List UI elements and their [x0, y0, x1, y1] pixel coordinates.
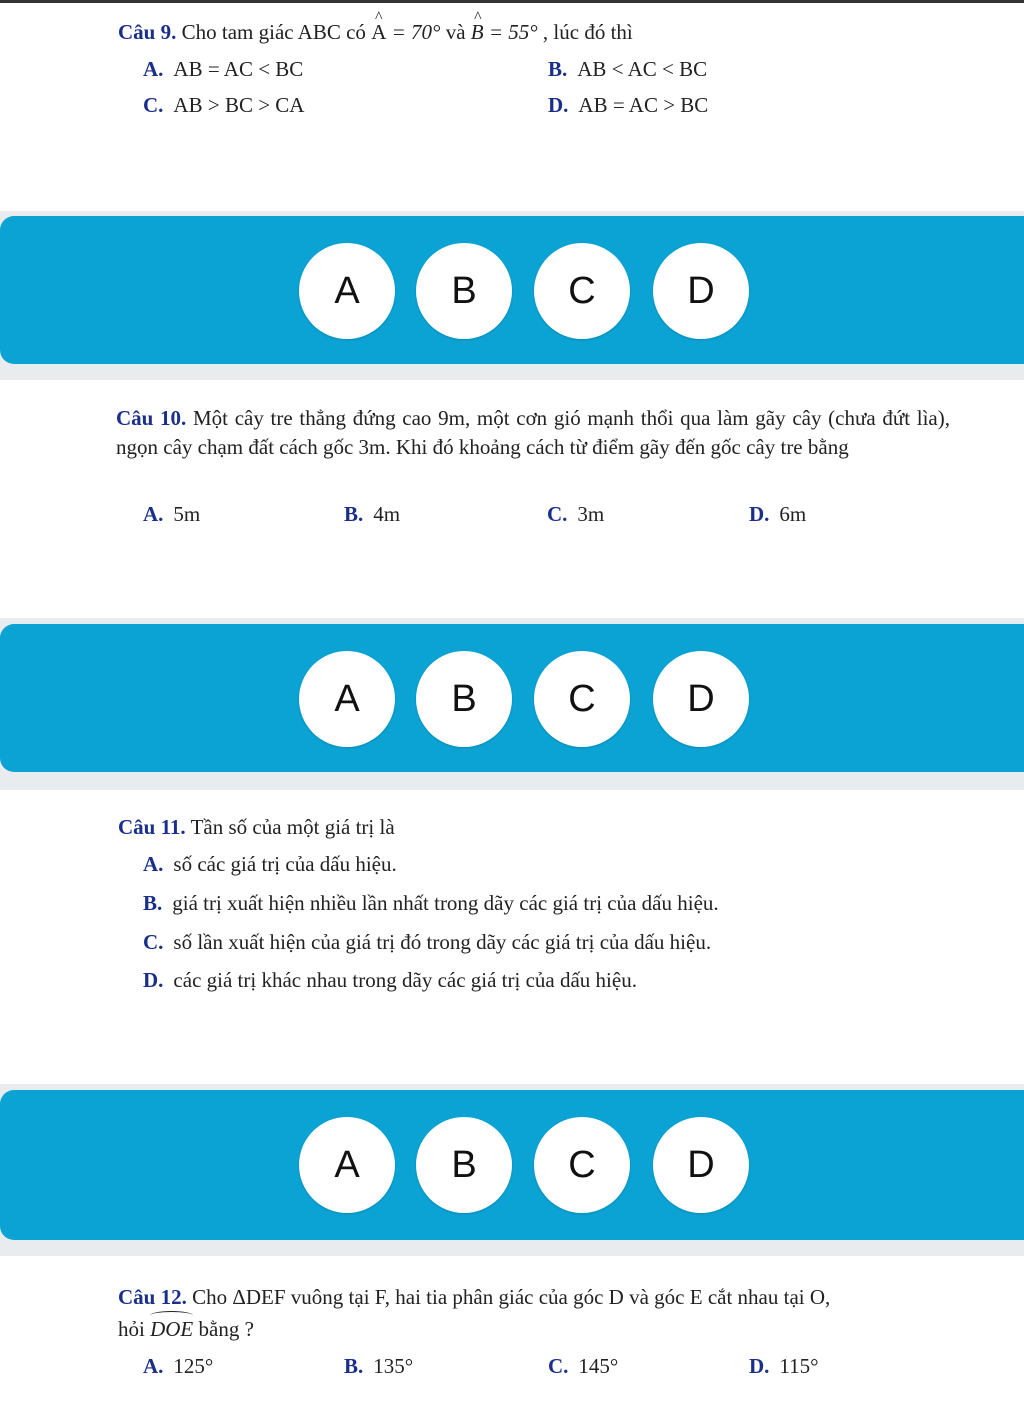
answer-button-d[interactable]: D: [653, 1117, 749, 1213]
answer-button-d[interactable]: D: [653, 651, 749, 747]
answer-button-c[interactable]: C: [534, 243, 630, 339]
angle-b: ^ B: [471, 17, 484, 47]
question-card-10: [0, 380, 1024, 618]
question-number: Câu 10.: [116, 406, 187, 430]
question-card-11: [0, 790, 1024, 1084]
option-c[interactable]: C. số lần xuất hiện của giá trị đó trong dãy các giá trị của dấu hiệu.: [143, 930, 712, 954]
option-c[interactable]: C. 145°: [548, 1354, 619, 1378]
question-number: Câu 11.: [118, 815, 186, 839]
option-a[interactable]: A. 125°: [143, 1354, 214, 1378]
option-c[interactable]: C. 3m: [547, 502, 605, 526]
answer-button-c[interactable]: C: [534, 1117, 630, 1213]
question-number: Câu 12.: [118, 1285, 187, 1309]
question-text-11: Câu 11. Tần số của một giá trị là: [118, 815, 395, 839]
question-text-9: Câu 9. Cho tam giác ABC có ^ A = 70° và ^ B = 55° , lúc đó thì: [118, 17, 633, 47]
option-b[interactable]: B. AB < AC < BC: [548, 57, 708, 81]
answer-button-a[interactable]: A: [299, 1117, 395, 1213]
option-d[interactable]: D. 115°: [749, 1354, 819, 1378]
option-d[interactable]: D. 6m: [749, 502, 807, 526]
question-number: Câu 9.: [118, 20, 177, 44]
answer-band-9: [0, 216, 1024, 364]
question-text-10: Câu 10. Một cây tre thẳng đứng cao 9m, một cơn gió mạnh thổi qua làm gãy cây (chưa đứt lìa), ngọn cây chạm đất cách gốc 3m. Khi đó khoảng cách từ điểm gãy đến gốc cây tre bằng: [116, 406, 950, 459]
answer-button-b[interactable]: B: [416, 1117, 512, 1213]
option-b[interactable]: B. 135°: [344, 1354, 414, 1378]
angle-doe: DOE: [150, 1314, 193, 1344]
answer-band-10: [0, 624, 1024, 772]
answer-button-a[interactable]: A: [299, 651, 395, 747]
answer-band-11: [0, 1090, 1024, 1240]
option-c[interactable]: C. AB > BC > CA: [143, 93, 305, 117]
option-d[interactable]: D. các giá trị khác nhau trong dãy các giá trị của dấu hiệu.: [143, 968, 637, 992]
option-b[interactable]: B. 4m: [344, 502, 401, 526]
question-text-12: Câu 12. Cho ΔDEF vuông tại F, hai tia phân giác của góc D và góc E cắt nhau tại O,: [118, 1285, 831, 1309]
answer-button-c[interactable]: C: [534, 651, 630, 747]
option-b[interactable]: B. giá trị xuất hiện nhiều lần nhất trong dãy các giá trị của dấu hiệu.: [143, 891, 719, 915]
angle-a: ^ A: [371, 17, 386, 47]
answer-button-b[interactable]: B: [416, 651, 512, 747]
answer-button-b[interactable]: B: [416, 243, 512, 339]
answer-button-d[interactable]: D: [653, 243, 749, 339]
question-card-12: [0, 1256, 1024, 1428]
option-d[interactable]: D. AB = AC > BC: [548, 93, 709, 117]
question-text-12-line2: hỏi DOE bằng ?: [118, 1314, 254, 1344]
option-a[interactable]: A. 5m: [143, 502, 201, 526]
question-card-9: [0, 3, 1024, 211]
option-a[interactable]: A. AB = AC < BC: [143, 57, 304, 81]
answer-button-a[interactable]: A: [299, 243, 395, 339]
option-a[interactable]: A. số các giá trị của dấu hiệu.: [143, 852, 397, 876]
